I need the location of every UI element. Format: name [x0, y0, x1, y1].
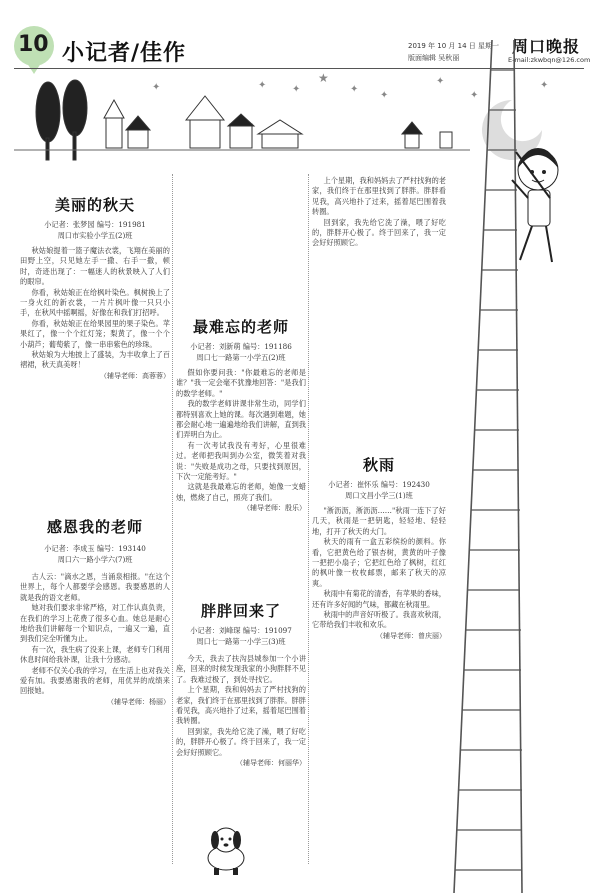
article-byline: 小记者：刘新萌 编号：191186 周口七一路第一小学五(2)班	[190, 342, 292, 362]
article-body: 假如你要问我："你最难忘的老师是谁？"我一定会毫不犹豫地回答："是我们的数学老师。" 我的数学老师讲课非常生动，同学们都特别喜欢上她的课。每次遇到难题，她都会耐心地一遍遍地给我们讲解，直到我们弄明白为止。 有一次考试我没有考好，心里很难过。老师把我叫到办公室，微笑着对我说："失败是成功之母，只要找到原因，下次一定能考好。" 这就是我最难忘的老师，她像一支蜡烛，燃烧了自己，照亮了我们。 （辅导老师：殷乐）	[176, 368, 306, 513]
article-byline: 小记者：李成玉 编号：193140 周口六一路小学六(7)班	[44, 544, 146, 564]
article-title: 胖胖回来了	[200, 602, 281, 620]
house-icon	[402, 122, 452, 148]
article-byline: 小记者：刘峰琛 编号：191097 周口七一路第一小学三(3)班	[190, 626, 292, 646]
banner-illustration	[0, 60, 600, 170]
puppy-illustration	[196, 824, 256, 876]
article-body: 秋姑娘提着一篮子魔法衣裳，飞翔在美丽的田野上空，只见她左手一撒、右手一撒，顿时，奇迹出现了：一幅迷人的秋景映入了人们的眼帘。 你看，秋姑娘正在给枫叶染色。枫树换上了一身火红的新衣裳，一片片枫叶像一只只小手，在秋风中摇啊摇，好像在和我们打招呼。 你看，秋姑娘正在给果园里的果子染色。苹果红了，像一个个红灯笼；梨黄了，像一个个小葫芦；葡萄紫了，像一串串紫色的珍珠。 秋姑娘为大地披上了盛装，为丰收拿上了百褶裙，秋天真美呀！ （辅导老师：高蓉蓉）	[20, 246, 170, 380]
svg-text:✦: ✦	[436, 76, 445, 87]
brand-logo: 周口晚报	[512, 37, 581, 56]
article-byline: 小记者：张梦园 编号：191981 周口市实验小学五(2)班	[44, 220, 146, 240]
stars-icon	[152, 71, 548, 101]
date-line: 2019 年 10 月 14 日 星期一	[408, 42, 499, 50]
svg-text:✦: ✦	[470, 90, 479, 101]
article-body: 今天，我去了扶沟县城参加一个小讲座，回来的时候发现我家的小狗胖胖不见了。我难过极了，到处寻找它。 上个星期，我和妈妈去了严村找狗的老家，我们终于在那里找到了胖胖。胖胖看见我，高兴地扑了过来，摇着尾巴围着我转圈。 回到家，我先给它洗了澡，喂了好吃的，胖胖开心极了。终于回来了，我一定会好好照顾它。 （辅导老师：何丽华）	[176, 654, 306, 768]
column-divider	[172, 174, 173, 864]
section-title: 小记者/佳作	[62, 41, 187, 66]
article-title: 美丽的秋天	[54, 196, 135, 214]
column-divider	[308, 174, 309, 864]
svg-text:✦: ✦	[258, 80, 267, 91]
svg-text:✦: ✦	[380, 90, 389, 101]
article-title: 秋雨	[362, 456, 395, 474]
svg-text:★: ★	[318, 71, 329, 85]
tree-icon	[36, 80, 87, 160]
article-title: 感恩我的老师	[46, 518, 143, 536]
page-number: 10	[18, 32, 49, 57]
svg-text:✦: ✦	[152, 82, 161, 93]
moon-icon	[482, 100, 542, 160]
article-body: "淅沥沥，淅沥沥……"秋雨一连下了好几天，秋雨是一把钥匙，轻轻地、轻轻地，打开了秋天的大门。 秋天的雨有一盒五彩缤纷的颜料。你看，它把黄色给了银杏树，黄黄的叶子像一把把小扇子；它把红色给了枫树，红红的枫叶像一枚枚邮票，邮来了秋天的凉爽。 秋雨中有菊花的清香，有苹果的香味，还有许多好闻的气味，都藏在秋雨里。 秋雨中的声音好听极了。我喜欢秋雨，它带给我们丰收和欢乐。 （辅导老师：曾庆丽）	[312, 506, 446, 640]
svg-text:✦: ✦	[540, 80, 549, 91]
house-icon	[104, 96, 302, 148]
svg-text:✦: ✦	[350, 84, 359, 95]
article-byline: 小记者：崔怀乐 编号：192430 周口文昌小学三(1)班	[328, 480, 430, 500]
article-body: 古人云："滴水之恩，当涌泉相报。"在这个世界上，每个人都要学会感恩。我要感恩的人就是我的语文老师。 她对我们要求非常严格，对工作认真负责，在我们的学习上花费了很多心血。她总是耐心地给我们讲解每一个知识点，一遍又一遍，直到我们完全听懂为止。 有一次，我生病了没来上课，老师专门利用休息时间给我补课，让我十分感动。 老师不仅关心我的学习，在生活上也对我关爱有加。我要感谢我的老师，用优异的成绩来回报她。 （辅导老师：杨丽）	[20, 572, 170, 706]
svg-text:✦: ✦	[292, 84, 301, 95]
ladder-rungs	[455, 70, 522, 870]
article-title: 最难忘的老师	[192, 318, 289, 336]
editors-line: 版面编辑 吴秋丽	[408, 54, 460, 62]
email: E-mail:zkwbqn@126.com	[508, 56, 591, 64]
article-body: 上个星期，我和妈妈去了严村找狗的老家，我们终于在那里找到了胖胖。胖胖看见我，高兴地扑了过来，摇着尾巴围着我转圈。 回到家，我先给它洗了澡，喂了好吃的，胖胖开心极了。终于回来了，我一定会好好照顾它。	[312, 176, 446, 248]
